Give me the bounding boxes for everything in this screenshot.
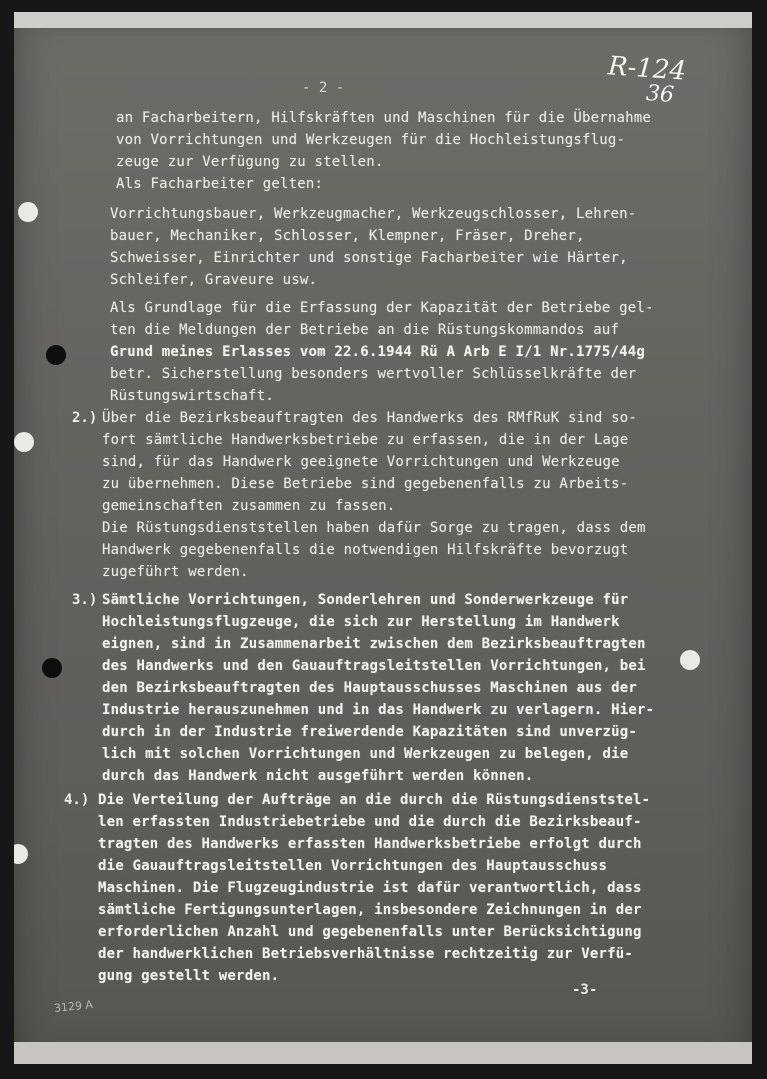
paper-edge-bottom <box>14 1042 752 1064</box>
text-line: an Facharbeitern, Hilfskräften und Maschinen für die Übernahme <box>116 110 651 126</box>
text-line: bauer, Mechaniker, Schlosser, Klempner, Fräser, Dreher, <box>110 228 585 244</box>
item-number: 2.) <box>72 410 98 426</box>
text-line: Industrie herauszunehmen und in das Handwerk zu verlagern. Hier- <box>102 702 655 718</box>
text-line: die Gauauftragsleitstellen Vorrichtungen des Hauptausschuss <box>98 858 608 874</box>
text-line: zugeführt werden. <box>102 564 249 580</box>
text-line: Über die Bezirksbeauftragten des Handwerks des RMfRuK sind so- <box>102 410 637 426</box>
punch-hole <box>46 345 66 365</box>
text-line: Maschinen. Die Flugzeugindustrie ist dafür verantwortlich, dass <box>98 880 642 896</box>
text-line: sämtliche Fertigungsunterlagen, insbesondere Zeichnungen in der <box>98 902 642 918</box>
text-line: durch in der Industrie freiwerdende Kapazitäten sind unverzüg- <box>102 724 637 740</box>
text-line: Die Verteilung der Aufträge an die durch die Rüstungsdienststel- <box>98 792 651 808</box>
text-line: sind, für das Handwerk geeignete Vorrichtungen und Werkzeuge <box>102 454 620 470</box>
item-number: 3.) <box>72 592 98 608</box>
archive-reference: R-124 <box>607 51 687 87</box>
text-line: gemeinschaften zusammen zu fassen. <box>102 498 396 514</box>
archive-reference-number: 36 <box>645 81 675 108</box>
text-line: des Handwerks und den Gauauftragsleitstellen Vorrichtungen, bei <box>102 658 646 674</box>
text-line: gung gestellt werden. <box>98 968 280 984</box>
punch-hole <box>42 658 62 678</box>
text-line: Als Facharbeiter gelten: <box>116 176 324 192</box>
page-number-top: - 2 - <box>302 80 345 96</box>
text-line: Als Grundlage für die Erfassung der Kapazität der Betriebe gel- <box>110 300 654 316</box>
text-line: Grund meines Erlasses vom 22.6.1944 Rü A Arb E I/1 Nr.1775/44g <box>110 344 645 360</box>
text-line: der handwerklichen Betriebsverhältnisse rechtzeitig zur Verfü- <box>98 946 633 962</box>
text-line: Vorrichtungsbauer, Werkzeugmacher, Werkzeugschlosser, Lehren- <box>110 206 637 222</box>
item-number: 4.) <box>64 792 90 808</box>
text-line: durch das Handwerk nicht ausgeführt werden können. <box>102 768 534 784</box>
text-line: eignen, sind in Zusammenarbeit zwischen dem Bezirksbeauftragten <box>102 636 646 652</box>
punch-hole <box>18 202 38 222</box>
text-line: den Bezirksbeauftragten des Hauptausschusses Maschinen aus der <box>102 680 637 696</box>
text-line: Die Rüstungsdienststellen haben dafür Sorge zu tragen, dass dem <box>102 520 646 536</box>
text-line: tragten des Handwerks erfassten Handwerksbetriebe erfolgt durch <box>98 836 642 852</box>
text-line: len erfassten Industriebetriebe und die durch die Bezirksbeauf- <box>98 814 642 830</box>
text-line: von Vorrichtungen und Werkzeugen für die Hochleistungsflug- <box>116 132 626 148</box>
text-line: Schleifer, Graveure usw. <box>110 272 318 288</box>
document-page <box>14 12 752 1064</box>
text-line: Hochleistungsflugzeuge, die sich zur Herstellung im Handwerk <box>102 614 620 630</box>
archive-stamp: 3129 A <box>53 997 94 1016</box>
text-line: Sämtliche Vorrichtungen, Sonderlehren und Sonderwerkzeuge für <box>102 592 629 608</box>
text-line: Rüstungswirtschaft. <box>110 388 274 404</box>
punch-hole <box>14 844 28 864</box>
text-line: zu übernehmen. Diese Betriebe sind gegebenenfalls zu Arbeits- <box>102 476 629 492</box>
text-line: fort sämtliche Handwerksbetriebe zu erfassen, die in der Lage <box>102 432 629 448</box>
punch-hole <box>680 650 700 670</box>
text-line: Handwerk gegebenenfalls die notwendigen Hilfskräfte bevorzugt <box>102 542 629 558</box>
text-line: Schweisser, Einrichter und sonstige Facharbeiter wie Härter, <box>110 250 628 266</box>
text-line: lich mit solchen Vorrichtungen und Werkzeugen zu belegen, die <box>102 746 629 762</box>
text-line: ten die Meldungen der Betriebe an die Rüstungskommandos auf <box>110 322 620 338</box>
text-line: betr. Sicherstellung besonders wertvoller Schlüsselkräfte der <box>110 366 637 382</box>
next-page-marker: -3- <box>572 982 598 998</box>
text-line: erforderlichen Anzahl und gegebenenfalls unter Berücksichtigung <box>98 924 642 940</box>
text-line: zeuge zur Verfügung zu stellen. <box>116 154 384 170</box>
paper-edge-top <box>14 12 752 28</box>
punch-hole <box>14 432 34 452</box>
